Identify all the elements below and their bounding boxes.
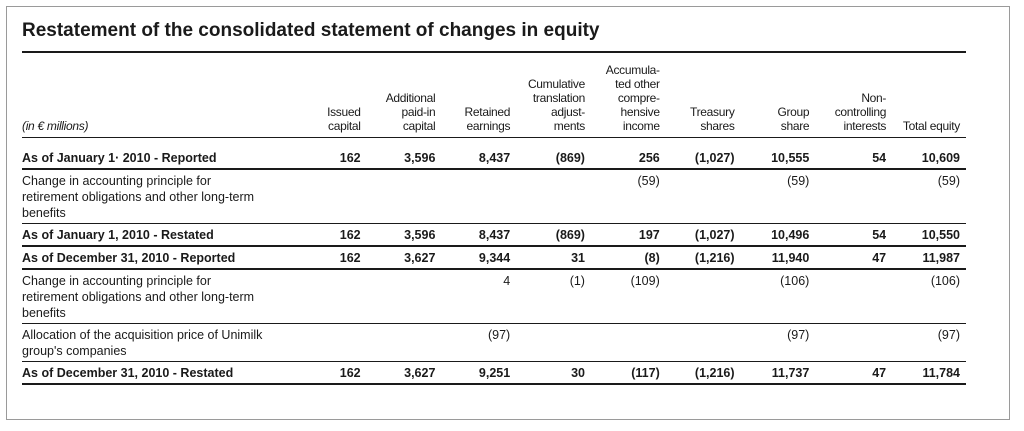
cell-value: 47 (872, 250, 887, 265)
cell-value: 54 (872, 227, 887, 242)
cell-value (815, 323, 892, 361)
cell-value: (1,027) (694, 150, 735, 165)
cell-value (367, 323, 442, 361)
column-header-line: income (622, 118, 660, 133)
cell-value (315, 269, 367, 324)
cell-value (315, 169, 367, 224)
cell-value (815, 169, 892, 224)
cell-value: 9,344 (478, 250, 511, 265)
row-label: As of December 31, 2010 - Reported (22, 250, 236, 265)
column-header-line: share (780, 118, 810, 133)
cell-value: (109) (630, 273, 660, 288)
column-header-line: Additional (385, 90, 436, 105)
cell-value: (97) (787, 327, 810, 342)
column-header-line: Cumulative (527, 76, 585, 91)
cell-value: 11,784 (922, 365, 960, 380)
column-header (441, 53, 516, 137)
cell-value: (1,216) (694, 365, 735, 380)
column-header-line: Group (777, 104, 810, 119)
cell-value: 4 (503, 273, 511, 288)
cell-value: 54 (872, 150, 887, 165)
row-label: Change in accounting principle for retirement obligations and other long-term benefits (22, 273, 255, 320)
table-row (22, 148, 966, 169)
header-spacer (22, 137, 966, 148)
row-label: Allocation of the acquisition price of Unimilk group's companies (22, 327, 263, 358)
cell-value (666, 323, 741, 361)
cell-value: (106) (780, 273, 810, 288)
column-header-line: Treasury (690, 104, 735, 119)
column-header-line: controlling (834, 104, 887, 119)
cell-value: 162 (339, 227, 361, 242)
column-header-line: Retained (464, 104, 511, 119)
cell-value: 9,251 (478, 365, 511, 380)
column-header-line: translation (532, 90, 585, 105)
cell-value: 3,627 (404, 365, 436, 380)
column-header (516, 53, 591, 137)
cell-value (441, 169, 516, 224)
cell-value (591, 323, 666, 361)
column-header-line: Non- (861, 90, 887, 105)
cell-value: (59) (937, 173, 960, 188)
cell-value (666, 269, 741, 324)
cell-value: 162 (339, 365, 361, 380)
cell-value: 10,609 (921, 150, 960, 165)
table-row (22, 269, 966, 324)
cell-value: (869) (555, 150, 585, 165)
cell-value: (1,027) (694, 227, 735, 242)
column-header-line: adjust- (551, 104, 585, 119)
row-label: As of January 1· 2010 - Reported (22, 150, 217, 165)
cell-value: 10,496 (771, 227, 810, 242)
cell-value: 162 (339, 250, 361, 265)
cell-value: 3,627 (404, 250, 436, 265)
column-header-line: earnings (466, 118, 511, 133)
cell-value: 10,555 (771, 150, 810, 165)
cell-value (315, 323, 367, 361)
column-header (315, 53, 367, 137)
cell-value: 162 (339, 150, 361, 165)
cell-value: 3,596 (404, 150, 436, 165)
cell-value: 3,596 (404, 227, 436, 242)
column-header (815, 53, 892, 137)
cell-value (516, 169, 591, 224)
cell-value: (97) (487, 327, 511, 342)
column-header (666, 53, 741, 137)
column-header-line: Issued (327, 104, 361, 119)
cell-value: 10,550 (921, 227, 960, 242)
cell-value: 197 (638, 227, 660, 242)
column-header-line: interests (843, 118, 887, 133)
cell-value (815, 269, 892, 324)
cell-value: 11,737 (771, 365, 810, 380)
column-header (741, 53, 816, 137)
header-row (22, 53, 966, 137)
column-header-line: Total equity (902, 118, 960, 133)
cell-value: (1,216) (694, 250, 735, 265)
table-body (22, 137, 966, 384)
cell-value: 8,437 (478, 227, 511, 242)
table-row (22, 246, 966, 269)
cell-value: (869) (555, 227, 585, 242)
cell-value: (106) (930, 273, 960, 288)
row-label: As of December 31, 2010 - Restated (22, 365, 234, 380)
cell-value (367, 169, 442, 224)
column-header-line: capital (328, 118, 361, 133)
cell-value: (59) (637, 173, 660, 188)
cell-value (666, 169, 741, 224)
cell-value: (97) (937, 327, 960, 342)
column-header (367, 53, 442, 137)
column-header-line: shares (700, 118, 735, 133)
column-header-line: ted other (615, 76, 660, 91)
column-header-line: ments (553, 118, 585, 133)
cell-value: 8,437 (478, 150, 511, 165)
column-header-line: hensive (620, 104, 660, 119)
cell-value: (59) (787, 173, 810, 188)
page-title: Restatement of the consolidated statement of changes in equity (22, 20, 600, 41)
cell-value: 11,940 (771, 250, 810, 265)
cell-value: 256 (638, 150, 660, 165)
cell-value: 11,987 (922, 250, 960, 265)
column-header-line: paid-in (401, 104, 436, 119)
equity-restatement-table (22, 53, 966, 385)
cell-value (367, 269, 442, 324)
table-row (22, 223, 966, 246)
cell-value: 30 (571, 365, 585, 380)
cell-value: 31 (571, 250, 585, 265)
row-label: Change in accounting principle for retirement obligations and other long-term benefits (22, 173, 255, 220)
column-header-line: compre- (617, 90, 660, 105)
cell-value: (117) (631, 365, 660, 380)
cell-value (516, 323, 591, 361)
row-label: As of January 1, 2010 - Restated (22, 227, 214, 242)
cell-value: (8) (644, 250, 660, 265)
table-row (22, 169, 966, 224)
column-header-line: Accumula- (605, 62, 660, 77)
column-header-line: capital (402, 118, 436, 133)
column-header (591, 53, 666, 137)
cell-value: 47 (872, 365, 887, 380)
table-row (22, 323, 966, 361)
cell-value: (1) (569, 273, 585, 288)
unit-label: (in € millions) (22, 118, 89, 133)
table-row (22, 361, 966, 384)
column-header (892, 53, 966, 137)
